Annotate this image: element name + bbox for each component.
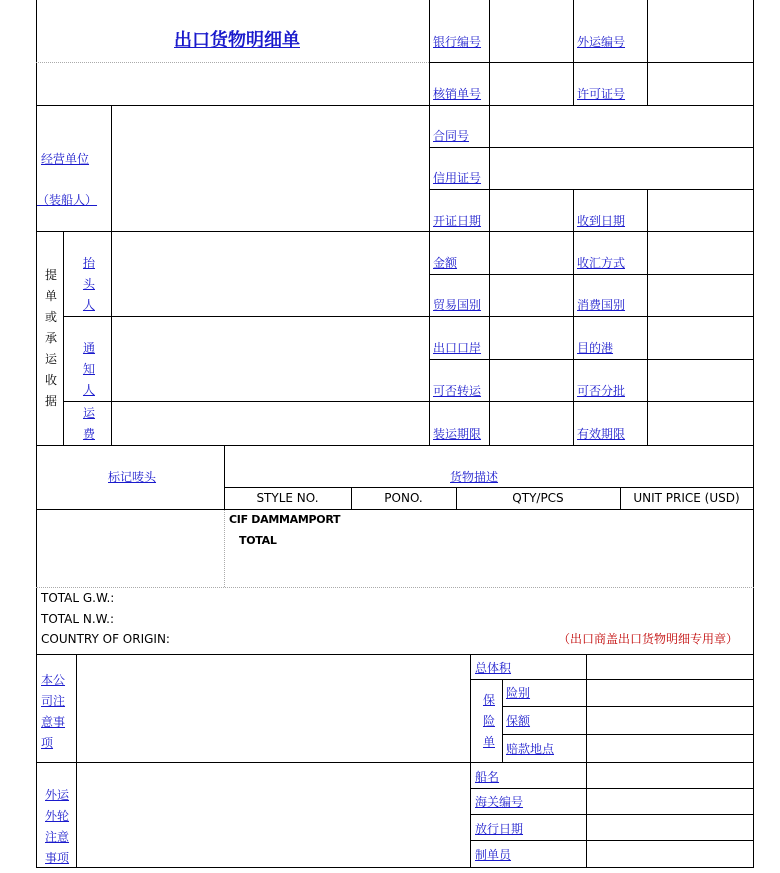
- bank-no-label: 银行编号: [433, 35, 482, 49]
- insurance-label: 保 险 单: [482, 693, 495, 749]
- operator-label: 经营单位: [41, 152, 90, 166]
- verification-no-label: 核销单号: [433, 87, 482, 101]
- marks-header: 标记唛头: [108, 470, 157, 484]
- consume-country-label: 消费国别: [577, 298, 626, 312]
- receipt-date-label: 收到日期: [577, 214, 626, 228]
- customs-no-label: 海关编号: [475, 795, 524, 809]
- gross-weight-label: TOTAL G.W.:: [41, 591, 115, 605]
- bill-of-lading-label: 提 单 或 承 运 收 据: [44, 268, 57, 408]
- validity-label: 有效期限: [577, 427, 626, 441]
- insurance-type-label: 险别: [506, 686, 531, 700]
- company-notes-label: 本公 司注 意事 项: [41, 673, 66, 750]
- column-unit-price: UNIT PRICE (USD): [633, 491, 740, 505]
- trade-country-label: 贸易国别: [433, 298, 482, 312]
- shipper-label: （装船人）: [37, 193, 98, 207]
- shipping-notes-label: 外运 外轮 注意 事项: [45, 788, 70, 865]
- lc-no-label: 信用证号: [433, 171, 482, 185]
- export-port-label: 出口口岸: [433, 341, 482, 355]
- column-pono: PONO.: [384, 491, 423, 505]
- column-style-no: STYLE NO.: [256, 491, 319, 505]
- shipment-period-label: 装运期限: [433, 427, 482, 441]
- notify-label: 通 知 人: [82, 341, 95, 397]
- payment-method-label: 收汇方式: [577, 256, 626, 270]
- page-title: 出口货物明细单: [174, 30, 300, 51]
- partial-label: 可否分批: [577, 384, 626, 398]
- vessel-name-label: 船名: [475, 770, 500, 784]
- claim-place-label: 赔款地点: [506, 742, 555, 756]
- contract-no-label: 合同号: [433, 129, 470, 143]
- insurance-amount-label: 保额: [506, 714, 531, 728]
- document-clerk-label: 制单员: [475, 848, 512, 862]
- column-qty: QTY/PCS: [512, 491, 564, 505]
- destination-port-label: 目的港: [577, 341, 614, 355]
- origin-label: COUNTRY OF ORIGIN:: [41, 632, 170, 646]
- stamp-note: （出口商盖出口货物明细专用章）: [558, 632, 739, 646]
- volume-label: 总体积: [475, 661, 512, 675]
- consignee-label: 抬 头 人: [82, 256, 95, 312]
- cif-line: CIF DAMMAMPORT: [229, 513, 341, 526]
- issue-date-label: 开证日期: [433, 214, 482, 228]
- description-header: 货物描述: [450, 470, 499, 484]
- license-no-label: 许可证号: [577, 87, 626, 101]
- release-date-label: 放行日期: [475, 822, 524, 836]
- amount-label: 金额: [433, 256, 458, 270]
- freight-label: 运 费: [82, 406, 95, 441]
- transship-label: 可否转运: [433, 384, 482, 398]
- net-weight-label: TOTAL N.W.:: [41, 612, 115, 626]
- total-label: TOTAL: [239, 534, 277, 547]
- shipping-no-label: 外运编号: [577, 35, 626, 49]
